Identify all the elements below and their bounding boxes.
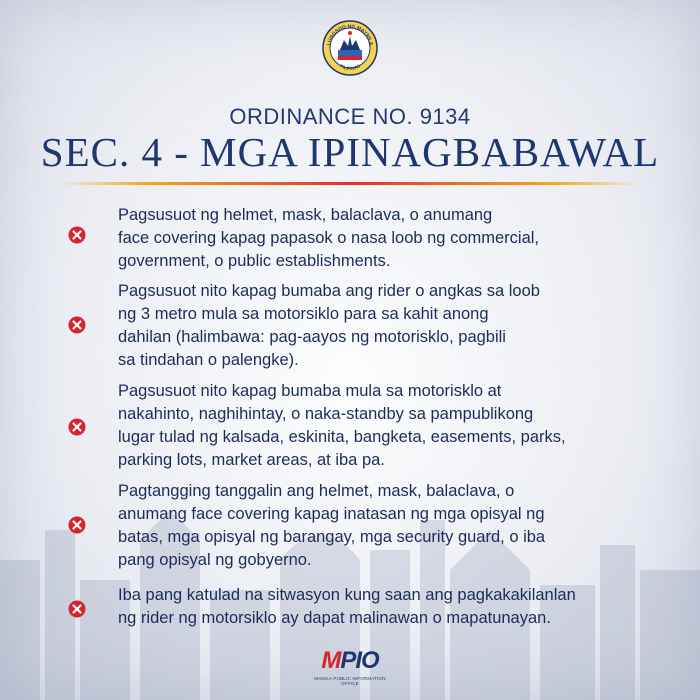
x-circle-icon	[68, 418, 86, 436]
seal-top-text: LUNGSOD NG MAYNILA	[326, 23, 374, 47]
logo-mark	[310, 648, 390, 674]
list-item-text: Pagsusuot nito kapag bumaba mula sa motorisklo at nakahinto, naghihintay, o naka-standby sa pampublikong lugar tulad ng kalsada, eskinita, bangketa, easements, parks, parking lots, market areas, at iba pa.	[118, 382, 566, 469]
logo-mark-letter-m: M	[321, 647, 341, 674]
manila-city-seal	[322, 20, 378, 76]
x-circle-icon	[68, 316, 86, 334]
list-item-text: Iba pang katulad na sitwasyon kung saan ang pagkakakilanlan ng rider ng motorsiklo ay dapat malinawan o mapatunayan.	[118, 586, 576, 627]
title-divider	[60, 182, 640, 185]
x-circle-icon	[68, 516, 86, 534]
page-title: SEC. 4 - MGA IPINAGBABAWAL	[40, 129, 660, 175]
seal-bottom-text: PILIPINAS	[339, 63, 361, 72]
mpio-logo	[310, 648, 390, 688]
list-item-text: Pagsusuot ng helmet, mask, balaclava, o anumang face covering kapag papasok o nasa loob ng commercial, government, o public establishments.	[118, 206, 539, 270]
x-circle-icon	[68, 226, 86, 244]
logo-subtext: MANILA PUBLIC INFORMATION OFFICE	[314, 676, 386, 686]
logo-mark-letters: PIO	[340, 647, 379, 674]
list-item-text: Pagtangging tanggalin ang helmet, mask, balaclava, o anumang face covering kapag inatasan ng mga opisyal ng batas, mga opisyal ng barangay, mga security guard, o iba pang opisyal ng gobyerno.	[118, 482, 546, 569]
list-item-text: Pagsusuot nito kapag bumaba ang rider o angkas sa loob ng 3 metro mula sa motorsiklo para sa kahit anong dahilan (halimbawa: pag-aayos ng motorisklo, pagbili sa tindahan o palengke).	[118, 282, 540, 369]
ordinance-number: ORDINANCE NO. 9134	[229, 104, 471, 129]
x-circle-icon	[68, 600, 86, 618]
